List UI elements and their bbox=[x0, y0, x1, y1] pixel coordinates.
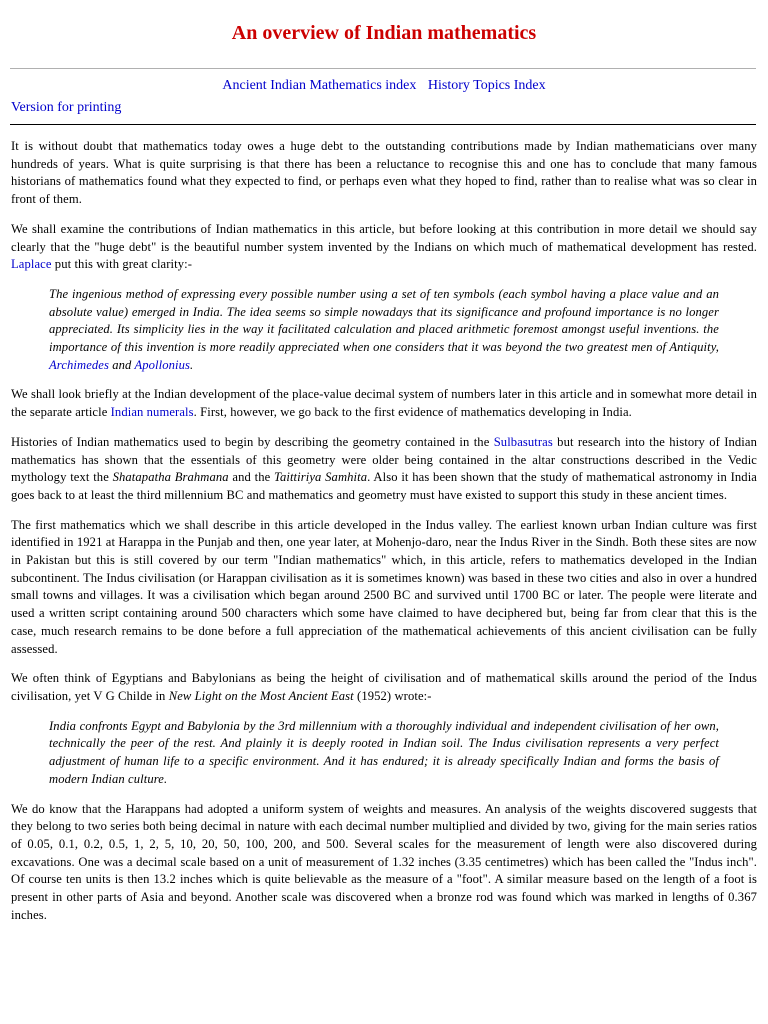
paragraph-text: (1952) wrote:- bbox=[353, 688, 432, 703]
paragraph bbox=[11, 221, 757, 274]
laplace-link[interactable]: Laplace bbox=[11, 257, 52, 272]
quotation bbox=[49, 718, 719, 789]
indian-math-index-link[interactable]: Ancient Indian Mathematics index bbox=[222, 78, 417, 93]
quote-text: The ingenious method of expressing every possible number using a set of ten symbols (each symbol having a place value and an absolute value) emerged in India. The idea seems so simple nowadays that its significance and profound importance is no longer appreciated. Its simplicity lies in the way it facilitated calculation and placed arithmetic foremost amongst useful inventions. the importance of this invention is more readily appreciated when one considers that it was beyond the two greatest men of Antiquity, bbox=[49, 286, 719, 355]
paragraph-text: The first mathematics which we shall describe in this article developed in the Indus valley. The earliest known urban Indian culture was first identified in 1921 at Harappa in the Punjab and then, one year later, at Mohenjo-daro, near the Indus River in the Sindh. Both these sites are now in Pakistan but this is still covered by our term "Indian mathematics" which, in this article, refers to mathematics developed in the Indian subcontinent. The Indus civilisation (or Harappan civilisation as it is sometimes known) was based in these two cities and also in over a hundred small towns and villages. It was a civilisation which began around 2500 BC and survived until 1700 BC or later. The people were literate and used a written script containing around 500 characters which some have claimed to have deciphered but, being far from clear that this is the case, much research remains to be done before a full appreciation of the mathematical achievements of this ancient civilisation can be fully assessed. bbox=[11, 517, 757, 656]
quote-text: . bbox=[190, 357, 194, 372]
paragraph-text: and the bbox=[228, 470, 275, 485]
archimedes-link[interactable]: Archimedes bbox=[49, 357, 109, 372]
book-title: Taittiriya Samhita bbox=[274, 470, 368, 485]
apollonius-link[interactable]: Apollonius bbox=[134, 357, 191, 372]
book-title: New Light on the Most Ancient East bbox=[168, 688, 354, 703]
page-title: An overview of Indian mathematics bbox=[231, 22, 537, 44]
paragraph-text: We often think of Egyptians and Babylonians as being the height of civilisation and of mathematical skills around the period of the Indus civilisation, yet V G Childe in bbox=[11, 671, 757, 703]
paragraph bbox=[11, 801, 757, 925]
quote-text: and bbox=[108, 357, 135, 372]
quotation bbox=[49, 286, 719, 375]
paragraph bbox=[11, 670, 757, 705]
indian-numerals-link[interactable]: Indian numerals bbox=[110, 405, 194, 420]
history-topics-index-link[interactable]: History Topics Index bbox=[427, 78, 546, 93]
print-version-link[interactable]: Version for printing bbox=[11, 100, 122, 115]
paragraph-text: but research into the history of Indian mathematics has shown that the essentials of this geometry were older being contained in the altar constructions described in the Vedic mythology text the bbox=[11, 434, 757, 485]
paragraph-text: . Also it has been shown that the study of mathematical astronomy in India goes back to at least the third millennium BC and mathematics and geometry must have existed to support this study in these ancient times. bbox=[11, 470, 757, 502]
paragraph bbox=[11, 138, 757, 209]
nav-links bbox=[0, 78, 768, 94]
paragraph-text: put this with great clarity:- bbox=[51, 257, 193, 272]
book-title: Shatapatha Brahmana bbox=[112, 470, 229, 485]
paragraph bbox=[11, 434, 757, 505]
header-divider bbox=[10, 124, 756, 125]
paragraph-text: . First, however, we go back to the first evidence of mathematics developing in India. bbox=[193, 405, 632, 420]
paragraph bbox=[11, 386, 757, 421]
paragraph-text: We do know that the Harappans had adopted a uniform system of weights and measures. An analysis of the weights discovered suggests that they belong to two series both being decimal in nature with each decimal number multiplied and divided by two, giving for the main series ratios of 0.05, 0.1, 0.2, 0.5, 1, 2, 5, 10, 20, 50, 100, 200, and 500. Several scales for the measurement of length were also discovered during excavations. One was a decimal scale based on a unit of measurement of 1.32 inches (3.35 centimetres) which has been called the "Indus inch". Of course ten units is then 13.2 inches which is quite believable as the measure of a "foot". A similar measure based on the length of a foot is present in other parts of Asia and beyond. Another scale was discovered when a bronze rod was found which was marked in lengths of 0.367 inches. bbox=[11, 801, 757, 922]
article-body bbox=[11, 138, 757, 936]
quote-text: India confronts Egypt and Babylonia by the 3rd millennium with a thoroughly individual and independent civilisation of her own, technically the peer of the rest. And plainly it is deeply rooted in Indian soil. The Indus civilisation represents a very perfect adjustment of human life to a specific environment. And it has endured; it is already specifically Indian and forms the basis of modern Indian culture. bbox=[49, 718, 719, 786]
paragraph-text: We shall examine the contributions of Indian mathematics in this article, but before looking at this contribution in more detail we should say clearly that the "huge debt" is the beautiful number system invented by the Indians on which much of mathematical development has rested. bbox=[11, 221, 757, 254]
paragraph bbox=[11, 517, 757, 659]
top-divider bbox=[10, 68, 756, 69]
paragraph-text: Histories of Indian mathematics used to begin by describing the geometry contained in the bbox=[11, 434, 494, 449]
paragraph-text: We shall look briefly at the Indian development of the place-value decimal system of numbers later in this article and in somewhat more detail in the separate article bbox=[11, 387, 757, 420]
paragraph-text: It is without doubt that mathematics today owes a huge debt to the outstanding contributions made by Indian mathematicians over many hundreds of years. What is quite surprising is that there has been a reluctance to recognise this and one has to conclude that many famous historians of mathematics found what they expected to find, or perhaps even what they hoped to find, rather than to realise what was so clear in front of them. bbox=[11, 139, 757, 207]
sulbasutras-link[interactable]: Sulbasutras bbox=[493, 434, 553, 449]
